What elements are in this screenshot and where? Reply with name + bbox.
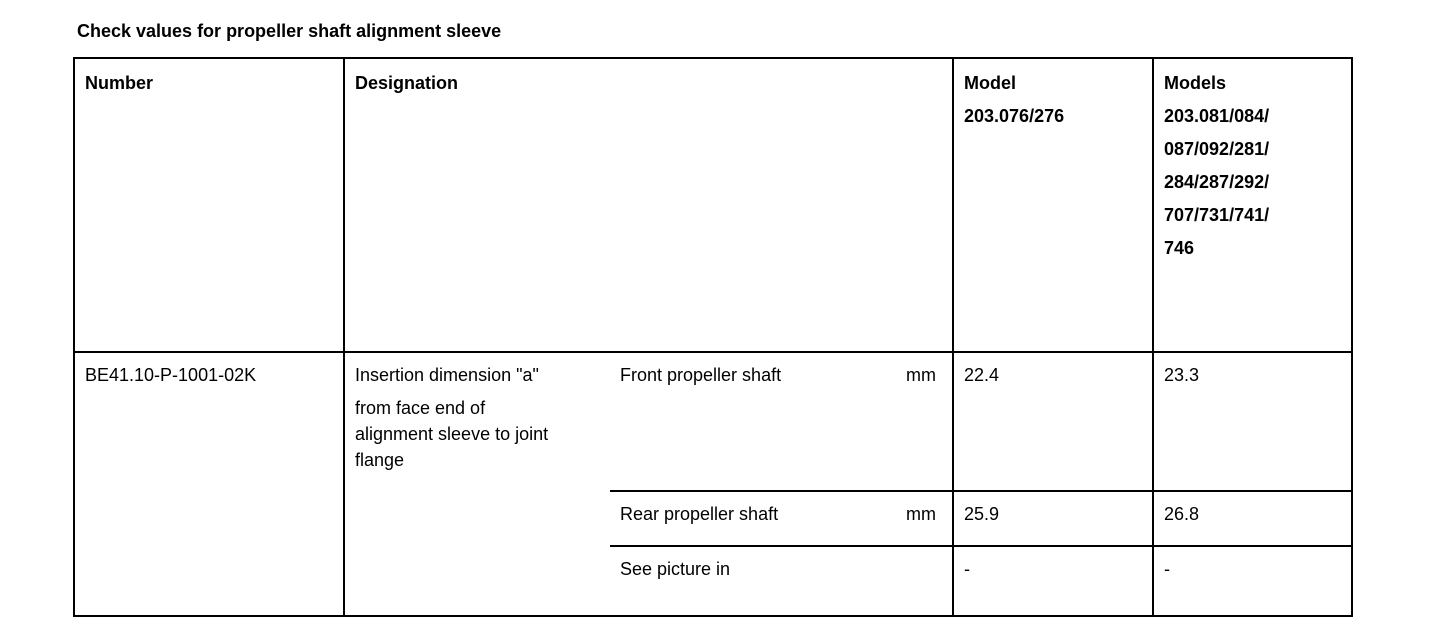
unit-label: mm bbox=[906, 365, 936, 385]
subrow-front-models-value: 23.3 bbox=[1154, 353, 1351, 492]
models-header-line: 284/287/292/ bbox=[1164, 172, 1270, 192]
body-cell-designation bbox=[345, 353, 610, 615]
models-header-line: Models bbox=[1164, 73, 1227, 93]
models-header-line: 203.081/084/ bbox=[1164, 106, 1270, 126]
designation-line: alignment sleeve to joint bbox=[355, 424, 549, 444]
model-header-line: Model bbox=[964, 73, 1016, 93]
models-header-line: 707/731/741/ bbox=[1164, 205, 1270, 225]
unit-label: mm bbox=[906, 504, 936, 524]
subrow-front-model-value: 22.4 bbox=[954, 353, 1154, 492]
subrow-see-picture-model-value: - bbox=[954, 547, 1154, 615]
subrow-label: Front propeller shaft bbox=[620, 365, 782, 385]
page-title: Check values for propeller shaft alignment sleeve bbox=[77, 21, 502, 41]
designation-line: flange bbox=[355, 450, 405, 470]
header-cell-designation: Designation bbox=[345, 59, 954, 353]
models-header-line: 746 bbox=[1164, 238, 1195, 258]
body-cell-number: BE41.10-P-1001-02K bbox=[75, 353, 345, 615]
designation-line: Insertion dimension "a" bbox=[355, 365, 539, 385]
designation-line: from face end of bbox=[355, 398, 486, 418]
model-header-line: 203.076/276 bbox=[964, 106, 1065, 126]
subrow-see-picture-label-cell: See picture in bbox=[610, 547, 954, 615]
subrow-front-label-cell bbox=[610, 353, 954, 492]
subrow-rear-label-cell bbox=[610, 492, 954, 547]
subrow-rear-model-value: 25.9 bbox=[954, 492, 1154, 547]
subrow-label: Rear propeller shaft bbox=[620, 504, 779, 524]
subrow-rear-models-value: 26.8 bbox=[1154, 492, 1351, 547]
check-values-table bbox=[73, 57, 1353, 617]
header-cell-models bbox=[1154, 59, 1351, 353]
header-cell-number: Number bbox=[75, 59, 345, 353]
subrow-see-picture-models-value: - bbox=[1164, 559, 1170, 579]
models-header-line: 087/092/281/ bbox=[1164, 139, 1270, 159]
header-cell-model bbox=[954, 59, 1154, 353]
